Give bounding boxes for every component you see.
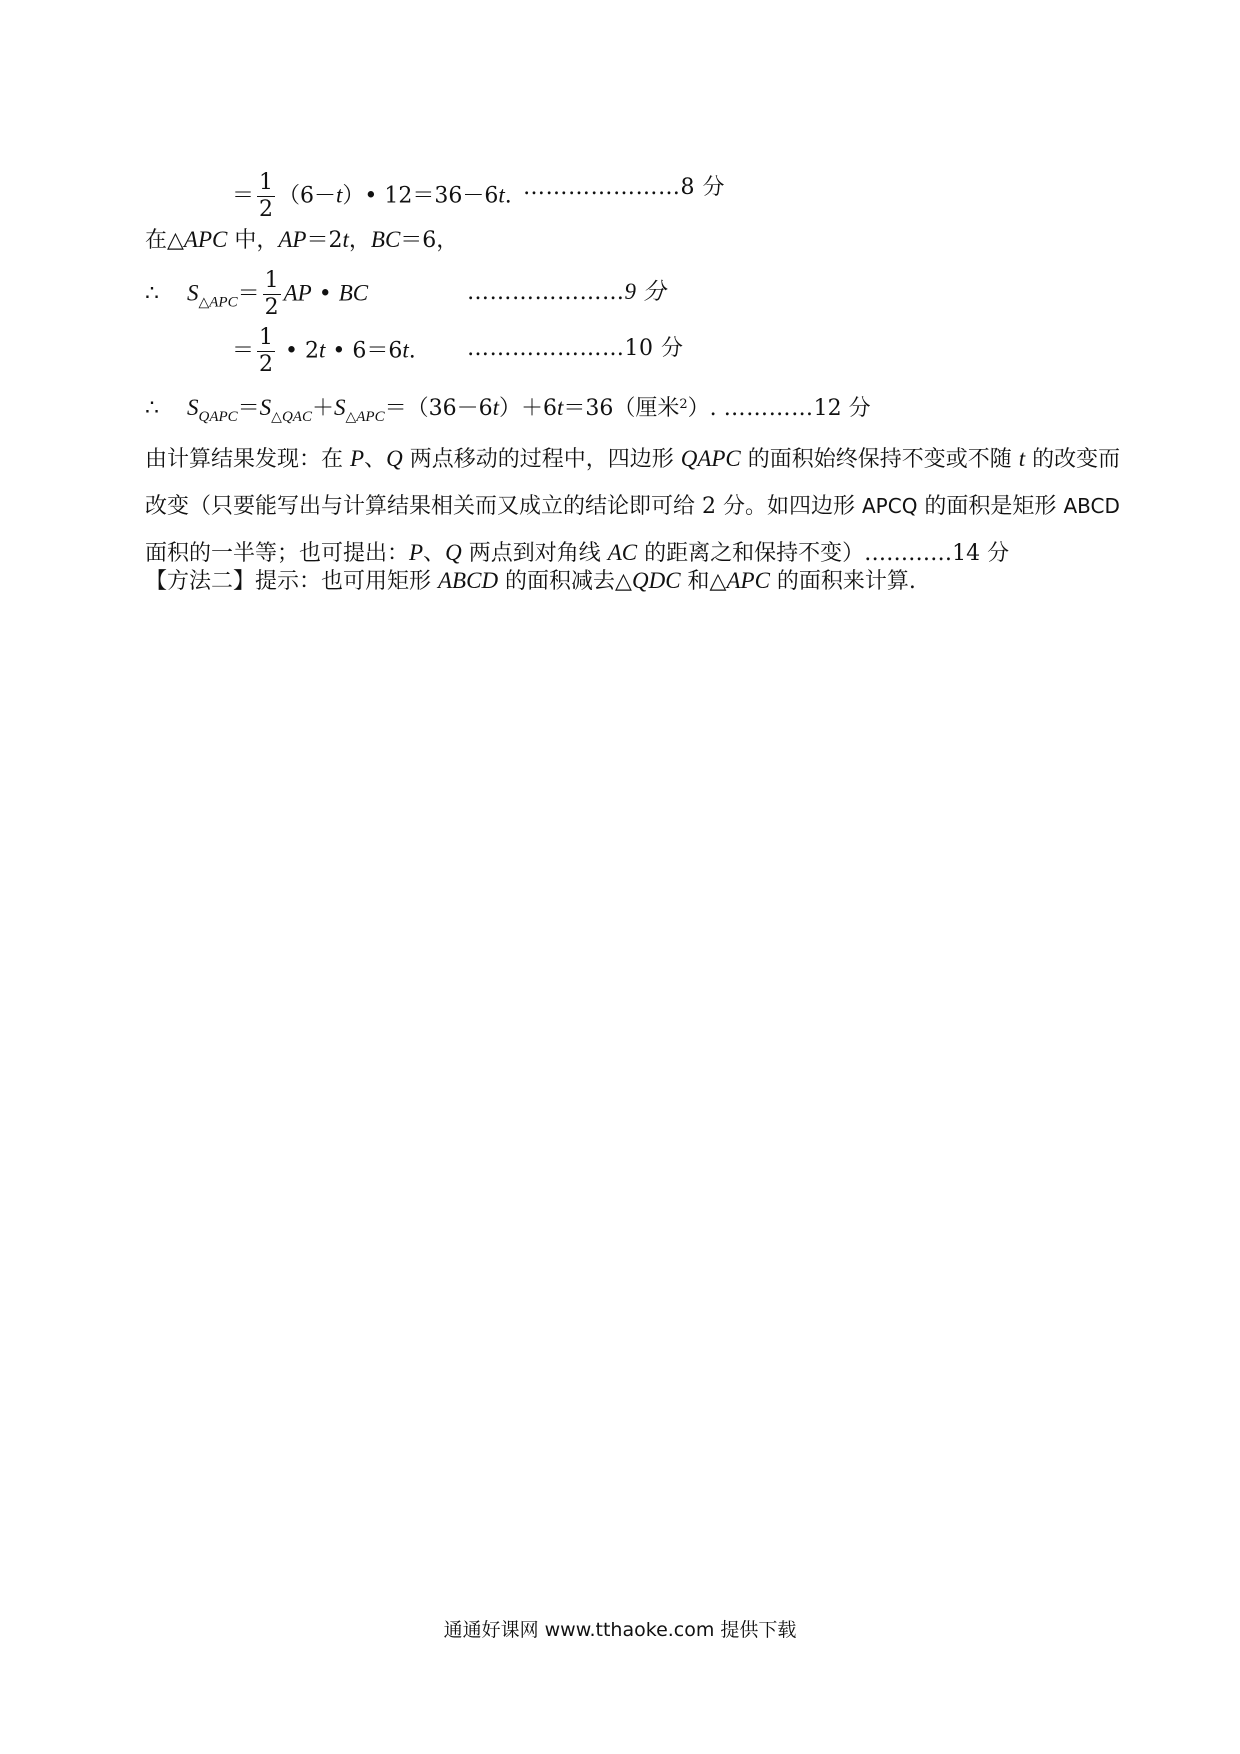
- text: 【方法二】提示：也可用矩形: [145, 569, 438, 594]
- text: 的面积是矩形: [917, 494, 1064, 519]
- var-qdc: QDC: [631, 568, 681, 593]
- var-t: t: [498, 182, 505, 208]
- plus-sign: ＋: [311, 396, 334, 421]
- var-ap: AP: [278, 227, 307, 252]
- var-p: P: [409, 540, 424, 565]
- var-qac: QAC: [281, 409, 312, 425]
- text: 的面积始终保持不变或不随: [740, 447, 1019, 472]
- var-t: t: [318, 337, 326, 363]
- var-s: S: [259, 395, 272, 420]
- text: 的面积来计算.: [769, 569, 916, 594]
- text: • 2: [278, 338, 319, 364]
- text: 的面积减去△: [498, 569, 632, 594]
- therefore-sign: ∴: [145, 396, 159, 421]
- method-two-hint: [145, 566, 916, 597]
- score-label: 10 分: [624, 336, 684, 361]
- var-t: t: [1018, 446, 1026, 471]
- text: ）＋6: [498, 396, 557, 421]
- var-apc: APC: [356, 409, 385, 425]
- text: ）.: [687, 396, 717, 421]
- score-label: 8 分: [680, 175, 725, 200]
- var-t: t: [342, 227, 349, 252]
- text: • 6＝6: [325, 338, 403, 364]
- expr: ）• 12＝36－6: [342, 183, 499, 209]
- therefore-sign: ∴: [145, 281, 159, 307]
- denominator: 2: [259, 352, 274, 377]
- var-t: t: [402, 337, 409, 363]
- denominator: 2: [259, 197, 274, 222]
- text: 中，: [227, 228, 279, 253]
- score-label: 9 分: [624, 279, 667, 304]
- text: 和△: [680, 569, 727, 594]
- text: ＝（36－6: [384, 396, 493, 421]
- leader-dots: …………: [723, 396, 814, 421]
- var-q: Q: [445, 540, 462, 565]
- equals-sign: ＝: [237, 281, 260, 307]
- denominator: 2: [264, 295, 279, 320]
- subscript: [271, 409, 312, 425]
- score-label: 12 分: [813, 396, 871, 421]
- fraction-one-half: [263, 268, 281, 321]
- triangle-symbol: △: [345, 409, 357, 425]
- conclusion-paragraph: [145, 436, 1130, 577]
- page-footer: 通通好课网 www.tthaoke.com 提供下载: [443, 1619, 797, 1641]
- equation-line-3: [145, 268, 368, 321]
- var-apc: APC: [183, 227, 228, 252]
- var-q: Q: [386, 446, 403, 471]
- numerator: 1: [259, 170, 274, 195]
- superscript: 2: [679, 397, 688, 412]
- text: •: [311, 281, 339, 307]
- text: 两点移动的过程中，四边形: [402, 447, 681, 472]
- var-s: S: [186, 280, 199, 306]
- subscript: [198, 409, 237, 425]
- leader-dots: …………………: [467, 280, 625, 305]
- text: 、: [364, 447, 387, 472]
- var-qapc: QAPC: [198, 409, 238, 425]
- score-line-1: [523, 173, 725, 203]
- numerator: 1: [259, 325, 274, 350]
- var-apc: APC: [209, 294, 238, 311]
- text: ＝6，: [400, 228, 459, 253]
- var-t: t: [336, 182, 343, 208]
- subscript: [198, 295, 237, 311]
- var-ap: AP: [283, 280, 312, 306]
- equals-sign: ＝: [232, 183, 255, 209]
- var-p: P: [350, 446, 365, 471]
- triangle-symbol: △: [271, 409, 282, 425]
- subscript: [345, 409, 384, 425]
- text: ，: [348, 228, 371, 253]
- text: 在△: [145, 228, 184, 253]
- leader-dots: …………………: [523, 175, 681, 200]
- fraction-one-half: [257, 325, 275, 378]
- text: 由计算结果发现：在: [145, 447, 350, 472]
- numerator: 1: [264, 268, 279, 293]
- equals-sign: ＝: [232, 338, 255, 364]
- expr: （6－: [278, 183, 337, 209]
- period: .: [504, 183, 512, 209]
- score-label: 14 分: [952, 541, 1010, 566]
- var-t: t: [556, 395, 564, 420]
- var-bc: BC: [338, 280, 369, 306]
- label-apcq: APCQ: [861, 494, 918, 518]
- var-s: S: [186, 395, 199, 420]
- var-t: t: [492, 395, 499, 420]
- text: 两点到对角线: [461, 541, 608, 566]
- triangle-symbol: △: [198, 294, 210, 311]
- text: 面积的一半等；也可提出：: [145, 541, 410, 566]
- var-s: S: [333, 395, 346, 420]
- equation-line-1: [232, 170, 512, 223]
- text: 的距离之和保持不变）…………: [637, 541, 953, 566]
- period: .: [408, 338, 416, 364]
- score-line-3: [467, 277, 666, 308]
- score-line-4: [467, 334, 684, 364]
- var-abcd: ABCD: [438, 568, 499, 593]
- text: ＝2: [306, 228, 343, 253]
- equals-sign: ＝: [237, 396, 260, 421]
- text: 的改变而改变（只要能写出与计算结果相关而又成立的结论即可给 2 分。如四边形: [145, 447, 1121, 519]
- equation-line-4: [232, 325, 416, 378]
- equation-line-2: [145, 225, 458, 256]
- label-abcd: ABCD: [1063, 494, 1120, 518]
- var-apc: APC: [726, 568, 770, 593]
- text: ＝36（厘米: [563, 396, 680, 421]
- equation-line-5: [145, 390, 871, 432]
- fraction-one-half: [257, 170, 275, 223]
- var-bc: BC: [370, 227, 401, 252]
- var-ac: AC: [607, 540, 638, 565]
- var-qapc: QAPC: [680, 446, 741, 471]
- leader-dots: …………………: [467, 336, 625, 361]
- text: 、: [423, 541, 446, 566]
